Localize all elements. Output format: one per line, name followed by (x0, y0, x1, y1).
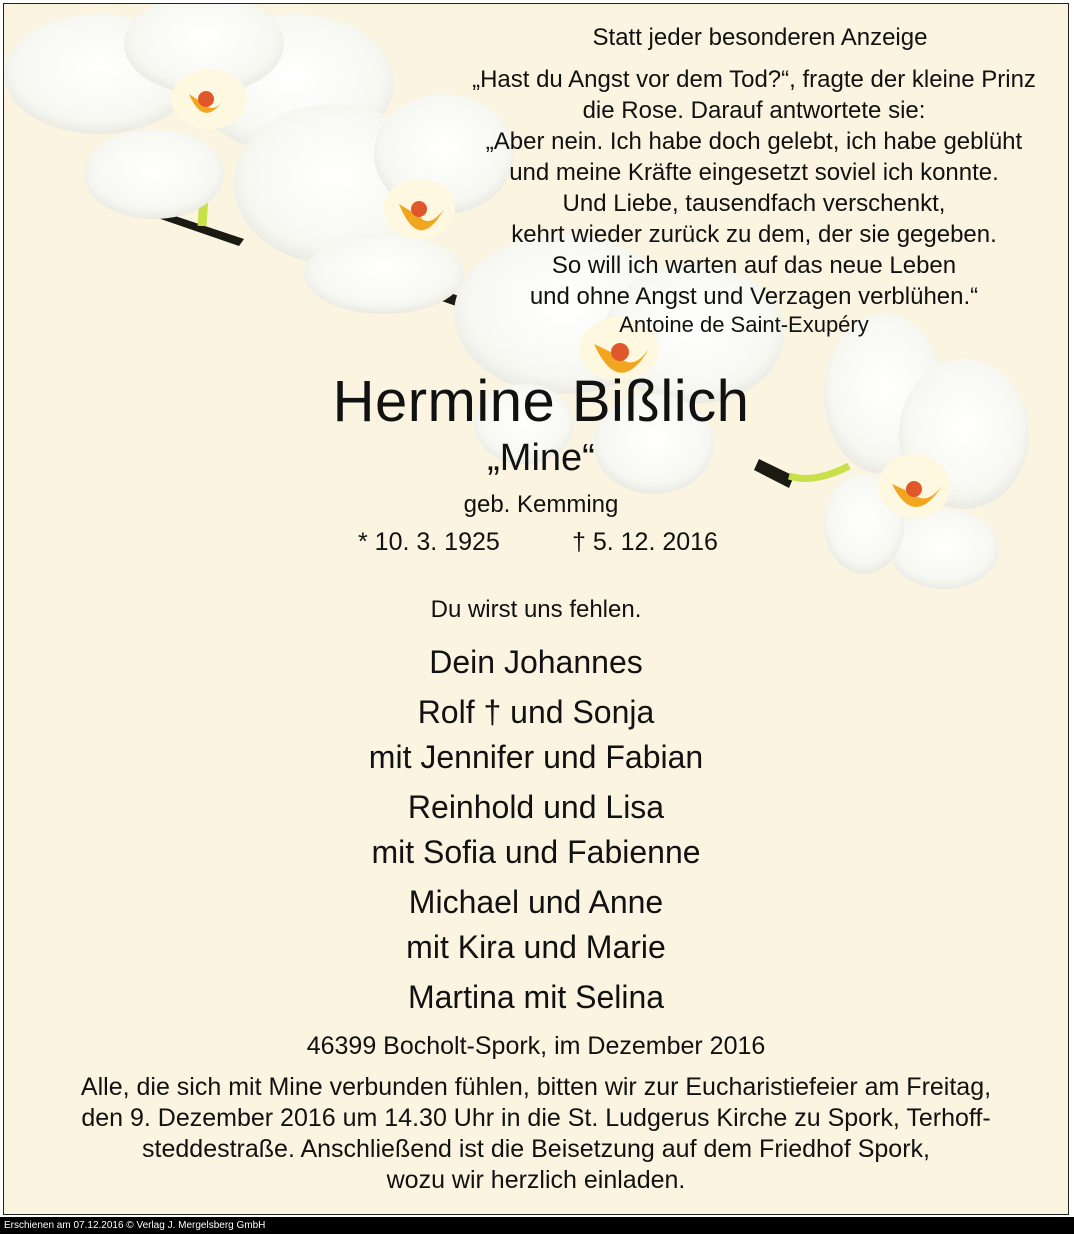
family-line: mit Kira und Marie (406, 929, 666, 965)
family-line: Rolf † und Sonja (417, 694, 655, 730)
death-date: † 5. 12. 2016 (572, 528, 718, 556)
invitation-line: Alle, die sich mit Mine verbunden fühlen, bitten wir zur Eucharistiefeier am Freitag, (80, 1073, 992, 1101)
family-line: Reinhold und Lisa (407, 789, 665, 825)
family-line: mit Jennifer und Fabian (368, 739, 704, 775)
poem-line: kehrt wieder zurück zu dem, der sie gegeben. (511, 221, 997, 248)
poem-quote (424, 64, 1069, 312)
poem-line: „Aber nein. Ich habe doch gelebt, ich habe geblüht (485, 128, 1023, 155)
publication-footer: Erschienen am 07.12.2016 © Verlag J. Mergelsberg GmbH (0, 1217, 1074, 1234)
poem-author: Antoine de Saint-Exupéry (619, 312, 869, 337)
invitation-line: den 9. Dezember 2016 um 14.30 Uhr in die St. Ludgerus Kirche zu Spork, Terhoff- (81, 1104, 991, 1132)
birth-date: * 10. 3. 1925 (358, 528, 500, 556)
poem-line: So will ich warten auf das neue Leben (551, 252, 957, 279)
family-line: mit Sofia und Fabienne (371, 834, 701, 870)
missed-text: Du wirst uns fehlen. (430, 596, 642, 623)
poem-line: die Rose. Darauf antwortete sie: (582, 97, 926, 124)
invitation-line: steddestraße. Anschließend ist die Beisetzung auf dem Friedhof Spork, (142, 1135, 930, 1163)
poem-line: „Hast du Angst vor dem Tod?“, fragte der kleine Prinz (472, 66, 1036, 93)
obituary-card (3, 3, 1069, 1215)
poem-line: Und Liebe, tausendfach verschenkt, (562, 190, 946, 217)
deceased-nickname: „Mine“ (487, 437, 595, 479)
place-date: 46399 Bocholt-Spork, im Dezember 2016 (306, 1032, 766, 1060)
invitation-line: wozu wir herzlich einladen. (386, 1166, 686, 1194)
family-line: Martina mit Selina (407, 979, 665, 1015)
invitation-text (4, 1072, 1068, 1196)
notice-heading: Statt jeder besonderen Anzeige (592, 24, 928, 51)
deceased-name: Hermine Bißlich (332, 369, 750, 434)
maiden-name: geb. Kemming (463, 491, 619, 518)
family-line: Michael und Anne (408, 884, 664, 920)
poem-line: und ohne Angst und Verzagen verblühen.“ (529, 283, 979, 310)
family-list (4, 640, 1068, 1020)
family-line: Dein Johannes (429, 644, 643, 680)
poem-line: und meine Kräfte eingesetzt soviel ich konnte. (509, 159, 999, 186)
